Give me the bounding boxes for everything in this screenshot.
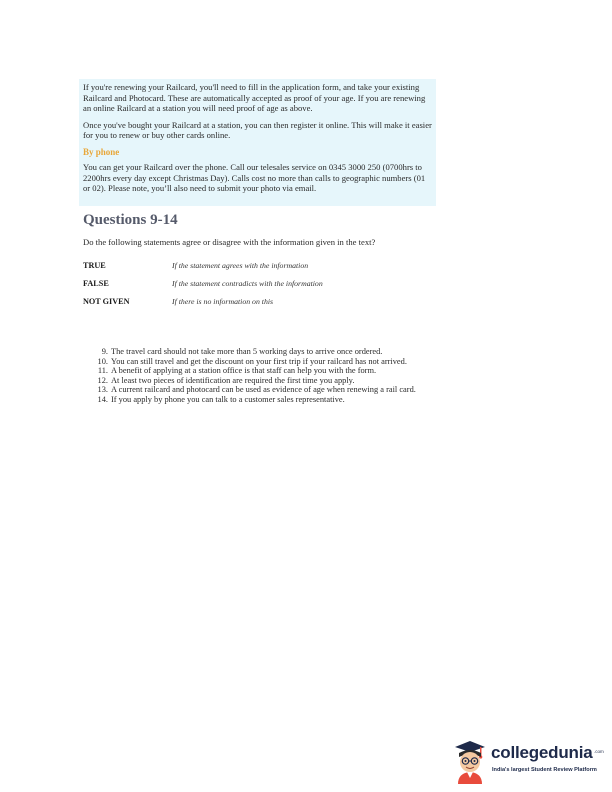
question-text: A benefit of applying at a station office is that staff can help you with the form. (111, 366, 377, 376)
question-item (96, 376, 441, 386)
question-number: 12. (97, 375, 108, 385)
collegedunia-logo (452, 738, 602, 784)
question-text: You can still travel and get the discount on your first trip if your railcard has not arrived. (111, 356, 407, 366)
question-number: 10. (97, 356, 108, 366)
question-text: A current railcard and photocard can be used as evidence of age when renewing a rail card. (111, 385, 416, 395)
legend-desc: If the statement contradicts with the information (172, 279, 323, 288)
questions-title: Questions 9-14 (83, 212, 178, 228)
legend-row-false (83, 279, 413, 297)
question-number: 9. (101, 347, 108, 356)
passage-subheading: By phone (83, 146, 120, 157)
question-item (96, 366, 441, 376)
legend-key: TRUE (83, 261, 106, 270)
passage-paragraph-1: If you're renewing your Railcard, you'll need to fill in the application form, and take your existing Railcard and Photocard. These are automatically accepted as proof of your age. If you are renewing an online Railcard at a station you will need proof of age as above. (83, 82, 426, 114)
logo-brand-text: collegedunia (491, 743, 593, 762)
question-text: If you apply by phone you can talk to a customer sales representative. (111, 394, 345, 404)
question-item (96, 395, 441, 405)
legend-row-true (83, 261, 413, 279)
legend-key: NOT GIVEN (83, 297, 130, 306)
mascot-icon (452, 738, 488, 784)
question-text: The travel card should not take more than 5 working days to arrive once ordered. (111, 347, 383, 356)
passage-paragraph-2: Once you've bought your Railcard at a station, you can then register it online. This will make it easier for you to renew or buy other cards online. (83, 119, 432, 141)
question-item (96, 347, 441, 357)
legend-key: FALSE (83, 279, 109, 288)
logo-brand-suffix: .com (594, 749, 604, 754)
answer-legend (83, 261, 413, 315)
legend-desc: If there is no information on this (172, 297, 274, 306)
question-item (96, 357, 441, 367)
question-number: 11. (97, 366, 108, 376)
question-number: 13. (97, 385, 108, 395)
question-list (96, 347, 441, 405)
question-number: 14. (97, 394, 108, 404)
questions-instruction: Do the following statements agree or disagree with the information given in the text? (83, 237, 376, 247)
passage-paragraph-3: You can get your Railcard over the phone. Call our telesales service on 0345 3000 250 (0700hrs to 2200hrs every day except Christmas Day). Calls cost no more than calls to geographic numbers (01 or 02). Please note, you’ll also need to submit your photo via email. (83, 161, 426, 194)
question-text: At least two pieces of identification are required the first time you apply. (111, 375, 355, 385)
legend-row-not-given (83, 297, 413, 315)
logo-tagline: India's largest Student Review Platform (492, 767, 597, 773)
legend-desc: If the statement agrees with the information (172, 261, 309, 270)
question-item (96, 385, 441, 395)
passage-box (79, 79, 436, 206)
